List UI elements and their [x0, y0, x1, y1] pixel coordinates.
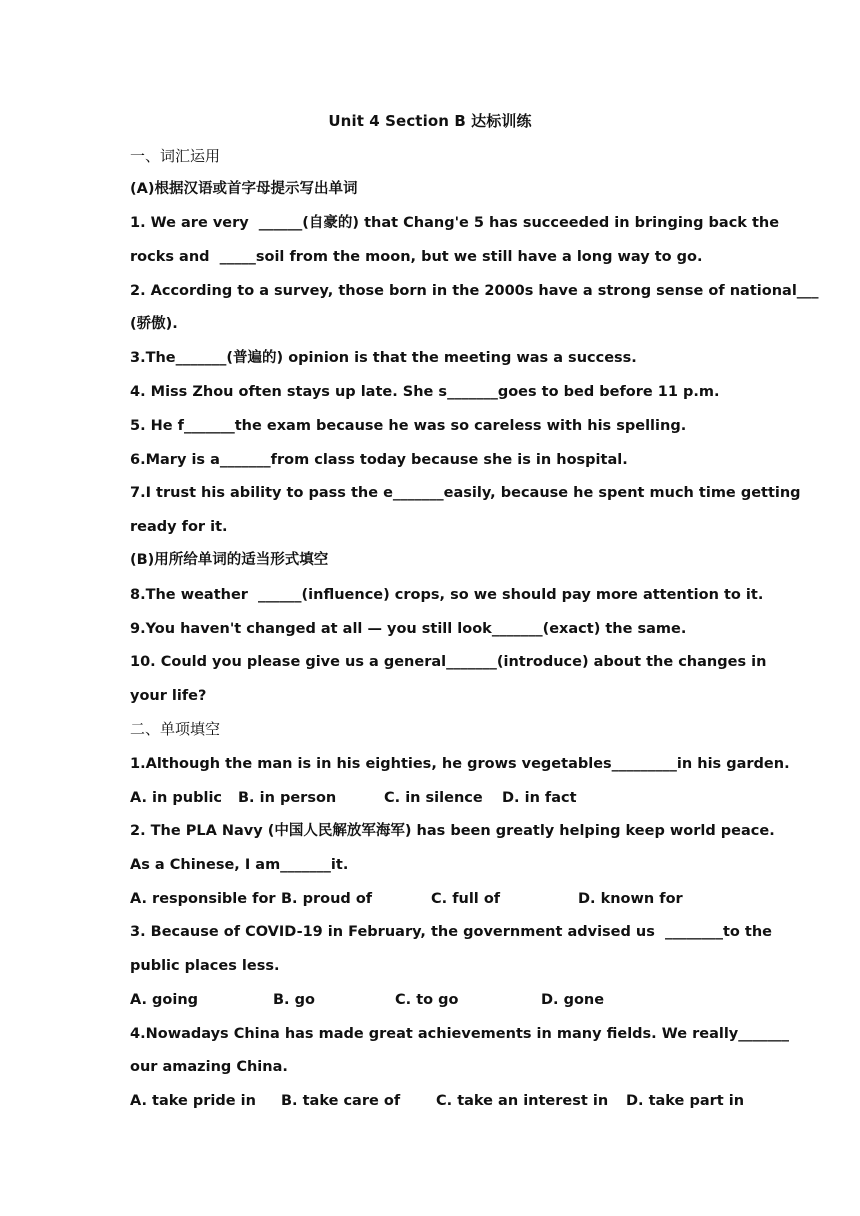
option-c: C. full of: [431, 891, 501, 907]
mc-question-2-line-2: As a Chinese, I am_______it.: [130, 857, 349, 873]
mc-question-4-line-2: our amazing China.: [130, 1059, 288, 1075]
option-a: A. responsible for: [130, 891, 276, 907]
option-d: D. in fact: [502, 790, 577, 806]
question-2-line-1: 2. According to a survey, those born in the 2000s have a strong sense of national___: [130, 283, 819, 299]
question-2-line-2: (骄傲).: [130, 316, 178, 332]
option-b: B. take care of: [281, 1093, 401, 1109]
question-7-line-1: 7.I trust his ability to pass the e_______easily, because he spent much time getting: [130, 485, 801, 501]
question-10-line-1: 10. Could you please give us a general_______(introduce) about the changes in: [130, 654, 767, 670]
option-c: C. in silence: [384, 790, 483, 806]
option-b: B. in person: [238, 790, 337, 806]
option-b: B. proud of: [281, 891, 373, 907]
option-c: C. to go: [395, 992, 459, 1008]
question-1-line-1: 1. We are very ______(自豪的) that Chang'e 5 has succeeded in bringing back the: [130, 215, 780, 231]
mc-question-3-line-1: 3. Because of COVID-19 in February, the government advised us ________to the: [130, 924, 773, 940]
mc-question-2-line-1: 2. The PLA Navy (中国人民解放军海军) has been greatly helping keep world peace.: [130, 823, 775, 839]
question-9: 9.You haven't changed at all — you still look_______(exact) the same.: [130, 621, 687, 637]
option-a: A. take pride in: [130, 1093, 256, 1109]
question-1-line-2: rocks and _____soil from the moon, but we still have a long way to go.: [130, 249, 703, 265]
mc-question-1: 1.Although the man is in his eighties, he grows vegetables_________in his garden.: [130, 756, 790, 772]
section-heading-vocabulary: 一、词汇运用: [130, 147, 221, 165]
option-d: D. gone: [541, 992, 605, 1008]
option-d: D. take part in: [626, 1093, 745, 1109]
option-a: A. in public: [130, 790, 223, 806]
part-a-instruction: (A)根据汉语或首字母提示写出单词: [130, 181, 358, 197]
option-d: D. known for: [578, 891, 683, 907]
option-c: C. take an interest in: [436, 1093, 609, 1109]
page-title: Unit 4 Section B 达标训练: [328, 112, 532, 130]
mc-question-4-line-1: 4.Nowadays China has made great achievements in many fields. We really_______: [130, 1026, 789, 1042]
question-7-line-2: ready for it.: [130, 519, 228, 535]
question-4: 4. Miss Zhou often stays up late. She s_______goes to bed before 11 p.m.: [130, 384, 720, 400]
option-a: A. going: [130, 992, 199, 1008]
question-5: 5. He f_______the exam because he was so careless with his spelling.: [130, 418, 687, 434]
part-b-instruction: (B)用所给单词的适当形式填空: [130, 552, 329, 568]
mc-question-3-line-2: public places less.: [130, 958, 280, 974]
question-8: 8.The weather ______(influence) crops, so we should pay more attention to it.: [130, 587, 764, 603]
section-heading-multiple-choice: 二、单项填空: [130, 720, 221, 738]
question-6: 6.Mary is a_______from class today because she is in hospital.: [130, 452, 628, 468]
question-10-line-2: your life?: [130, 688, 207, 704]
question-3: 3.The_______(普遍的) opinion is that the meeting was a success.: [130, 350, 637, 366]
option-b: B. go: [273, 992, 315, 1008]
